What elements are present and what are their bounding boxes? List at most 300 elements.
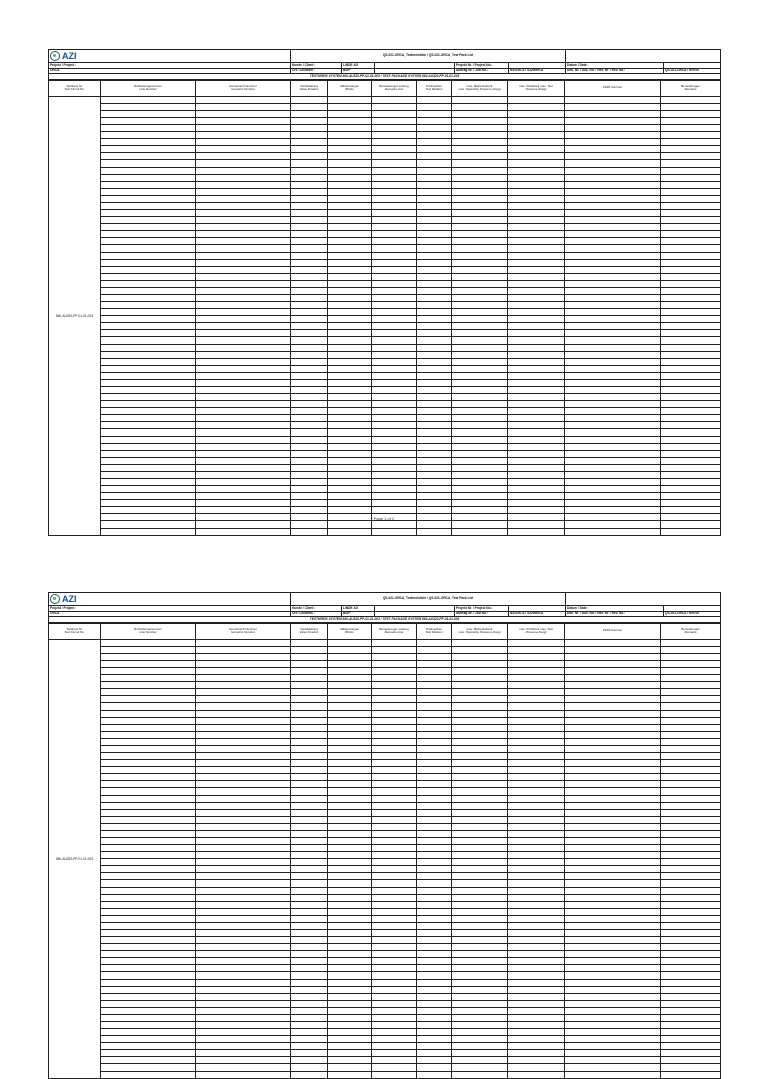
table-cell bbox=[565, 181, 661, 188]
table-cell bbox=[372, 372, 417, 379]
table-cell bbox=[417, 507, 452, 514]
table-cell bbox=[291, 696, 328, 703]
table-cell bbox=[417, 394, 452, 401]
table-cell bbox=[508, 668, 565, 675]
table-cell bbox=[372, 915, 417, 922]
table-cell bbox=[372, 379, 417, 386]
table-cell bbox=[565, 1043, 661, 1050]
table-cell bbox=[661, 408, 721, 415]
table-cell bbox=[661, 929, 721, 936]
table-cell bbox=[417, 1057, 452, 1064]
table-cell bbox=[452, 287, 508, 294]
table-cell bbox=[328, 351, 372, 358]
table-row bbox=[49, 245, 721, 252]
table-cell bbox=[328, 139, 372, 146]
table-cell bbox=[328, 1029, 372, 1036]
table-cell bbox=[291, 245, 328, 252]
table-cell bbox=[417, 202, 452, 209]
table-cell bbox=[291, 351, 328, 358]
table-cell bbox=[196, 675, 291, 682]
table-cell bbox=[101, 429, 196, 436]
table-cell bbox=[196, 972, 291, 979]
table-cell bbox=[101, 139, 196, 146]
table-cell bbox=[661, 493, 721, 500]
table-cell bbox=[101, 1014, 196, 1021]
table-row bbox=[49, 859, 721, 866]
table-cell bbox=[101, 937, 196, 944]
table-cell bbox=[565, 309, 661, 316]
table-cell bbox=[196, 830, 291, 837]
table-cell bbox=[291, 103, 328, 110]
table-cell bbox=[101, 767, 196, 774]
table-cell bbox=[452, 118, 508, 125]
table-cell bbox=[328, 493, 372, 500]
table-cell bbox=[508, 1014, 565, 1021]
table-cell bbox=[452, 195, 508, 202]
table-cell bbox=[291, 479, 328, 486]
column-header-en: Isometric Number bbox=[231, 630, 255, 635]
table-cell bbox=[452, 965, 508, 972]
table-cell bbox=[328, 873, 372, 880]
table-cell bbox=[101, 153, 196, 160]
table-cell bbox=[372, 703, 417, 710]
table-cell bbox=[508, 110, 565, 117]
table-cell bbox=[417, 760, 452, 767]
table-cell bbox=[328, 965, 372, 972]
table-cell bbox=[196, 661, 291, 668]
table-cell bbox=[372, 738, 417, 745]
table-cell bbox=[565, 1036, 661, 1043]
table-cell bbox=[101, 337, 196, 344]
table-cell bbox=[452, 280, 508, 287]
column-header-en: Blinds bbox=[345, 630, 354, 635]
table-cell bbox=[452, 273, 508, 280]
column-header-de: P&ID Nummer bbox=[602, 628, 623, 633]
table-cell bbox=[372, 837, 417, 844]
column-header-row bbox=[49, 623, 721, 639]
column-header bbox=[49, 80, 101, 96]
table-cell bbox=[565, 436, 661, 443]
column-header-de: P&ID Nummer bbox=[602, 85, 623, 90]
table-cell bbox=[565, 944, 661, 951]
table-cell bbox=[661, 195, 721, 202]
table-cell bbox=[372, 922, 417, 929]
table-cell bbox=[508, 394, 565, 401]
table-cell bbox=[291, 1007, 328, 1014]
table-cell bbox=[196, 760, 291, 767]
location-label: Ort / Location : bbox=[291, 611, 342, 617]
table-cell bbox=[328, 774, 372, 781]
table-cell bbox=[291, 1036, 328, 1043]
table-cell bbox=[452, 450, 508, 457]
table-cell bbox=[328, 146, 372, 153]
table-cell bbox=[452, 266, 508, 273]
table-cell bbox=[452, 210, 508, 217]
table-cell bbox=[196, 717, 291, 724]
table-cell bbox=[565, 528, 661, 535]
table-cell bbox=[328, 259, 372, 266]
column-header bbox=[328, 80, 372, 96]
table-cell bbox=[101, 528, 196, 535]
table-cell bbox=[291, 951, 328, 958]
table-cell bbox=[508, 422, 565, 429]
table-cell bbox=[328, 1036, 372, 1043]
table-cell bbox=[196, 894, 291, 901]
table-cell bbox=[372, 188, 417, 195]
table-cell bbox=[452, 493, 508, 500]
table-cell bbox=[196, 738, 291, 745]
table-cell bbox=[417, 929, 452, 936]
table-cell bbox=[452, 1064, 508, 1071]
table-row bbox=[49, 372, 721, 379]
table-cell bbox=[661, 1071, 721, 1078]
table-cell bbox=[417, 464, 452, 471]
table-cell bbox=[372, 394, 417, 401]
table-cell bbox=[565, 231, 661, 238]
table-cell bbox=[565, 972, 661, 979]
table-cell bbox=[101, 1000, 196, 1007]
table-cell bbox=[452, 110, 508, 117]
date-label: Datum / Date : bbox=[566, 606, 664, 612]
table-cell bbox=[101, 703, 196, 710]
table-cell bbox=[291, 436, 328, 443]
table-cell bbox=[372, 118, 417, 125]
table-cell bbox=[328, 167, 372, 174]
table-cell bbox=[328, 500, 372, 507]
table-cell bbox=[291, 710, 328, 717]
table-row bbox=[49, 302, 721, 309]
table-row bbox=[49, 965, 721, 972]
table-cell bbox=[328, 443, 372, 450]
table-cell bbox=[452, 436, 508, 443]
table-cell bbox=[196, 486, 291, 493]
table-cell bbox=[508, 302, 565, 309]
table-cell bbox=[196, 224, 291, 231]
table-cell bbox=[565, 788, 661, 795]
table-cell bbox=[372, 859, 417, 866]
table-cell bbox=[372, 344, 417, 351]
table-cell bbox=[328, 915, 372, 922]
table-cell bbox=[565, 1000, 661, 1007]
column-header bbox=[101, 623, 196, 639]
table-cell bbox=[565, 986, 661, 993]
table-cell bbox=[101, 1064, 196, 1071]
table-row bbox=[49, 273, 721, 280]
table-cell bbox=[328, 323, 372, 330]
table-cell bbox=[452, 528, 508, 535]
table-cell bbox=[452, 132, 508, 139]
table-cell bbox=[661, 344, 721, 351]
table-cell bbox=[417, 195, 452, 202]
table-cell bbox=[661, 1014, 721, 1021]
table-cell bbox=[452, 795, 508, 802]
table-cell bbox=[196, 245, 291, 252]
table-cell bbox=[661, 944, 721, 951]
column-header-en: max. Operating Pressure (barg) bbox=[458, 87, 501, 92]
table-cell bbox=[101, 401, 196, 408]
table-cell bbox=[508, 781, 565, 788]
table-cell bbox=[508, 118, 565, 125]
table-cell bbox=[196, 1000, 291, 1007]
table-cell bbox=[417, 422, 452, 429]
column-header-de: Ventilstellung bbox=[300, 626, 318, 631]
test-circuit-table bbox=[48, 623, 721, 1079]
table-cell bbox=[196, 528, 291, 535]
table-cell bbox=[291, 1064, 328, 1071]
table-cell bbox=[565, 132, 661, 139]
table-cell bbox=[565, 795, 661, 802]
table-cell bbox=[508, 210, 565, 217]
table-cell bbox=[372, 866, 417, 873]
table-cell bbox=[508, 809, 565, 816]
table-cell bbox=[196, 450, 291, 457]
job-no-label: Auftrag Nr. / Job No.: bbox=[455, 68, 509, 74]
table-cell bbox=[452, 217, 508, 224]
table-cell bbox=[417, 287, 452, 294]
table-cell bbox=[508, 958, 565, 965]
table-cell bbox=[372, 252, 417, 259]
table-cell bbox=[196, 323, 291, 330]
table-cell bbox=[372, 816, 417, 823]
table-cell bbox=[417, 160, 452, 167]
table-cell bbox=[452, 922, 508, 929]
table-row bbox=[49, 845, 721, 852]
table-cell bbox=[291, 330, 328, 337]
table-cell bbox=[101, 731, 196, 738]
table-cell bbox=[328, 901, 372, 908]
table-cell bbox=[196, 866, 291, 873]
table-cell bbox=[372, 224, 417, 231]
table-cell bbox=[196, 1029, 291, 1036]
table-cell bbox=[661, 1029, 721, 1036]
table-cell bbox=[101, 486, 196, 493]
table-cell bbox=[452, 1057, 508, 1064]
table-cell bbox=[452, 760, 508, 767]
table-cell bbox=[328, 174, 372, 181]
table-cell bbox=[565, 103, 661, 110]
table-cell bbox=[196, 422, 291, 429]
table-cell bbox=[565, 653, 661, 660]
table-cell bbox=[328, 816, 372, 823]
table-cell bbox=[291, 486, 328, 493]
table-cell bbox=[452, 880, 508, 887]
table-cell bbox=[661, 259, 721, 266]
table-cell bbox=[565, 464, 661, 471]
table-cell bbox=[508, 429, 565, 436]
column-header-en: Remarks Line bbox=[384, 630, 404, 635]
table-cell bbox=[101, 358, 196, 365]
table-cell bbox=[417, 280, 452, 287]
table-cell bbox=[291, 231, 328, 238]
table-cell bbox=[417, 245, 452, 252]
table-cell bbox=[372, 181, 417, 188]
table-cell bbox=[508, 330, 565, 337]
column-header bbox=[565, 623, 661, 639]
table-cell bbox=[565, 479, 661, 486]
table-cell bbox=[372, 724, 417, 731]
table-cell bbox=[328, 436, 372, 443]
table-cell bbox=[508, 231, 565, 238]
table-cell bbox=[661, 224, 721, 231]
table-cell bbox=[196, 852, 291, 859]
column-header-de: max. Betriebsdruck bbox=[466, 626, 493, 631]
table-cell bbox=[452, 908, 508, 915]
table-cell bbox=[328, 944, 372, 951]
table-cell bbox=[291, 365, 328, 372]
table-row bbox=[49, 802, 721, 809]
column-header bbox=[328, 623, 372, 639]
table-cell bbox=[508, 774, 565, 781]
table-cell bbox=[372, 132, 417, 139]
table-cell bbox=[328, 294, 372, 301]
table-cell bbox=[328, 724, 372, 731]
table-cell bbox=[328, 386, 372, 393]
table-cell bbox=[508, 238, 565, 245]
table-cell bbox=[508, 224, 565, 231]
table-cell bbox=[328, 132, 372, 139]
table-cell bbox=[661, 675, 721, 682]
table-cell bbox=[372, 873, 417, 880]
table-cell bbox=[565, 965, 661, 972]
table-cell bbox=[372, 944, 417, 951]
table-cell bbox=[417, 386, 452, 393]
table-cell bbox=[196, 724, 291, 731]
table-row bbox=[49, 309, 721, 316]
table-cell bbox=[661, 521, 721, 528]
table-row bbox=[49, 316, 721, 323]
table-cell bbox=[101, 823, 196, 830]
table-cell bbox=[565, 745, 661, 752]
table-cell bbox=[196, 922, 291, 929]
table-cell bbox=[328, 521, 372, 528]
table-cell bbox=[291, 894, 328, 901]
table-cell bbox=[417, 415, 452, 422]
table-cell bbox=[508, 358, 565, 365]
table-cell bbox=[101, 788, 196, 795]
table-cell bbox=[661, 668, 721, 675]
table-row bbox=[49, 486, 721, 493]
table-cell bbox=[452, 1071, 508, 1078]
table-cell bbox=[196, 1064, 291, 1071]
table-cell bbox=[661, 132, 721, 139]
table-cell bbox=[291, 344, 328, 351]
table-cell bbox=[101, 1022, 196, 1029]
column-header-en: Valve Position bbox=[299, 630, 319, 635]
table-cell bbox=[452, 1050, 508, 1057]
table-row bbox=[49, 653, 721, 660]
table-cell bbox=[452, 979, 508, 986]
table-cell bbox=[661, 894, 721, 901]
table-row bbox=[49, 337, 721, 344]
column-header-de: Abblendungen bbox=[339, 626, 360, 631]
column-header bbox=[661, 80, 721, 96]
table-cell bbox=[196, 96, 291, 103]
table-cell bbox=[661, 901, 721, 908]
table-cell bbox=[565, 146, 661, 153]
table-cell bbox=[328, 401, 372, 408]
table-cell bbox=[661, 365, 721, 372]
table-cell bbox=[565, 760, 661, 767]
table-cell bbox=[101, 682, 196, 689]
table-cell bbox=[196, 901, 291, 908]
table-cell bbox=[372, 745, 417, 752]
table-cell bbox=[565, 486, 661, 493]
table-cell bbox=[508, 873, 565, 880]
table-cell bbox=[508, 273, 565, 280]
table-cell bbox=[661, 394, 721, 401]
table-cell bbox=[372, 901, 417, 908]
table-cell bbox=[508, 675, 565, 682]
table-cell bbox=[196, 915, 291, 922]
table-cell bbox=[508, 401, 565, 408]
table-row bbox=[49, 429, 721, 436]
table-row bbox=[49, 358, 721, 365]
table-cell bbox=[417, 668, 452, 675]
table-cell bbox=[196, 668, 291, 675]
table-row bbox=[49, 788, 721, 795]
table-cell bbox=[372, 653, 417, 660]
table-cell bbox=[452, 507, 508, 514]
table-cell bbox=[565, 302, 661, 309]
table-cell bbox=[452, 653, 508, 660]
table-cell bbox=[565, 809, 661, 816]
table-cell bbox=[661, 429, 721, 436]
table-cell bbox=[508, 837, 565, 844]
table-cell bbox=[328, 195, 372, 202]
table-row bbox=[49, 724, 721, 731]
table-cell bbox=[417, 661, 452, 668]
table-cell bbox=[101, 181, 196, 188]
table-cell bbox=[196, 639, 291, 646]
table-cell bbox=[328, 675, 372, 682]
table-cell bbox=[196, 500, 291, 507]
table-cell bbox=[328, 408, 372, 415]
table-cell bbox=[372, 972, 417, 979]
table-cell bbox=[417, 436, 452, 443]
table-row bbox=[49, 118, 721, 125]
table-cell bbox=[452, 238, 508, 245]
table-row bbox=[49, 259, 721, 266]
table-cell bbox=[508, 1007, 565, 1014]
table-row bbox=[49, 937, 721, 944]
table-cell bbox=[452, 894, 508, 901]
table-cell bbox=[508, 486, 565, 493]
column-header-de: Isometrisch Nummer bbox=[229, 83, 257, 88]
table-cell bbox=[452, 1029, 508, 1036]
table-cell bbox=[565, 344, 661, 351]
table-cell bbox=[101, 915, 196, 922]
doc-no-value: QS-021-ORCA / Rev.00 bbox=[664, 611, 721, 617]
table-row bbox=[49, 174, 721, 181]
table-row bbox=[49, 1043, 721, 1050]
table-cell bbox=[328, 859, 372, 866]
table-cell bbox=[196, 816, 291, 823]
table-cell bbox=[372, 1014, 417, 1021]
table-cell bbox=[661, 309, 721, 316]
table-cell bbox=[328, 450, 372, 457]
table-row bbox=[49, 464, 721, 471]
table-cell bbox=[372, 280, 417, 287]
table-cell bbox=[372, 217, 417, 224]
table-cell bbox=[372, 951, 417, 958]
table-cell bbox=[417, 457, 452, 464]
table-row bbox=[49, 682, 721, 689]
table-cell bbox=[291, 118, 328, 125]
table-cell bbox=[101, 394, 196, 401]
table-cell bbox=[661, 689, 721, 696]
table-cell bbox=[196, 415, 291, 422]
table-cell bbox=[196, 1022, 291, 1029]
